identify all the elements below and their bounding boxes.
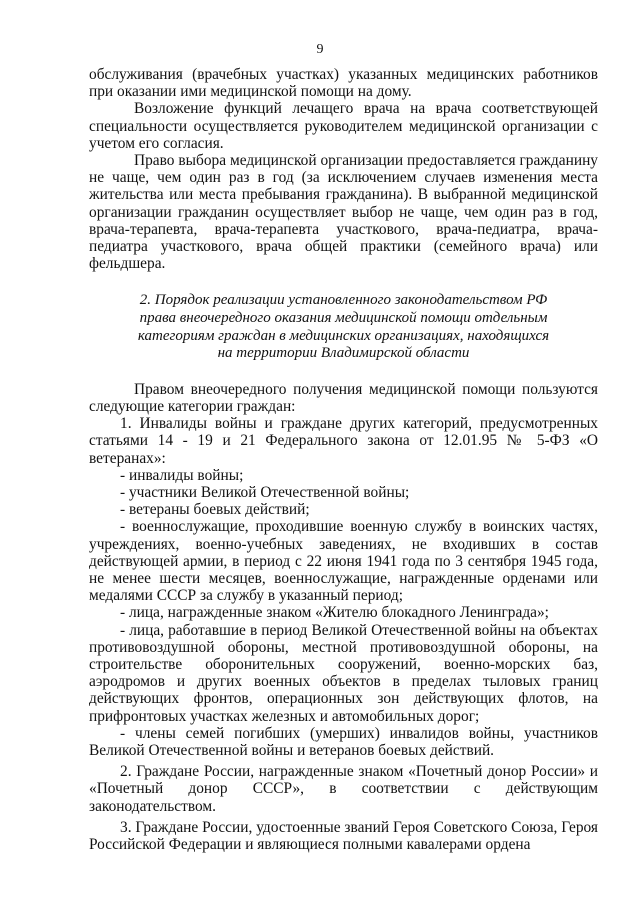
document-body bbox=[89, 66, 598, 853]
paragraph-intro: Правом внеочередного получения медицинской помощи пользуются следующие категории граждан: bbox=[89, 380, 598, 416]
section-heading-line: категориям граждан в медицинских организациях, находящихся bbox=[137, 327, 550, 344]
sub-item-family-members: - члены семей погибших (умерших) инвалидов войны, участников Великой Отечественной войны и ветеранов боевых действий. bbox=[89, 724, 598, 760]
paragraph-continuation: обслуживания (врачебных участках) указанных медицинских работников при оказании ими медицинской помощи на дому. bbox=[89, 66, 598, 101]
page-number: 9 bbox=[316, 42, 324, 57]
paragraph-attending-physician: Возложение функций лечащего врача на врача соответствующей специальности осуществляется руководителем медицинской организации с учетом его согласия. bbox=[89, 100, 598, 152]
section-heading bbox=[119, 292, 568, 362]
sub-item-war-invalids: - инвалиды войны; bbox=[120, 466, 244, 484]
list-item-1: 1. Инвалиды войны и граждане других категорий, предусмотренных статьями 14 - 19 и 21 Федерального закона от 12.01.95 № 5-ФЗ «О ветеранах»: bbox=[89, 415, 598, 467]
sub-item-leningrad-blockade: - лица, награжденные знаком «Жителю блокадного Ленинграда»; bbox=[120, 604, 549, 622]
sub-item-combat-veterans: - ветераны боевых действий; bbox=[120, 501, 310, 519]
paragraph-choice-of-organization: Право выбора медицинской организации предоставляется гражданину не чаще, чем один раз в год (за исключением случаев изменения места жительства или места пребывания гражданина). В выбранной медицинской организации гражданин осуществляет выбор не чаще, чем один раз в год, врача-терапевта, врача-терапевта участкового, врача-педиатра, врача-педиатра участкового, врача общей практики (семейного врача) или фельдшера. bbox=[89, 152, 598, 273]
sub-item-air-defense-workers: - лица, работавшие в период Великой Отечественной войны на объектах противовоздушной обороны, местной противовоздушной обороны, на строительстве оборонительных сооружений, военно-морских баз, аэродромов и других военных объектов в пределах тыловых границ действующих фронтов, операционных зон действующих флотов, на прифронтовых участках железных и автомобильных дорог; bbox=[89, 621, 598, 725]
list-item-3: 3. Граждане России, удостоенные званий Героя Советского Союза, Героя Российской Федерации и являющиеся полными кавалерами ордена bbox=[89, 818, 598, 854]
list-item-2: 2. Граждане России, награжденные знаком «Почетный донор России» и «Почетный донор СССР», в соответствии с действующим законодательством. bbox=[89, 763, 598, 815]
section-heading-line: права внеочередного оказания медицинской помощи отдельным bbox=[139, 310, 548, 327]
sub-item-war-participants: - участники Великой Отечественной войны; bbox=[120, 484, 410, 502]
section-heading-line: на территории Владимирской области bbox=[217, 345, 470, 362]
section-heading-line: 2. Порядок реализации установленного законодательством РФ bbox=[139, 292, 548, 309]
sub-item-servicemen: - военнослужащие, проходившие военную службу в воинских частях, учреждениях, военно-учебных заведениях, не входивших в состав действующей армии, в период с 22 июня 1941 года по 3 сентября 1945 года, не менее шести месяцев, военнослужащие, награжденные орденами или медалями СССР за службу в указанный период; bbox=[89, 518, 598, 605]
